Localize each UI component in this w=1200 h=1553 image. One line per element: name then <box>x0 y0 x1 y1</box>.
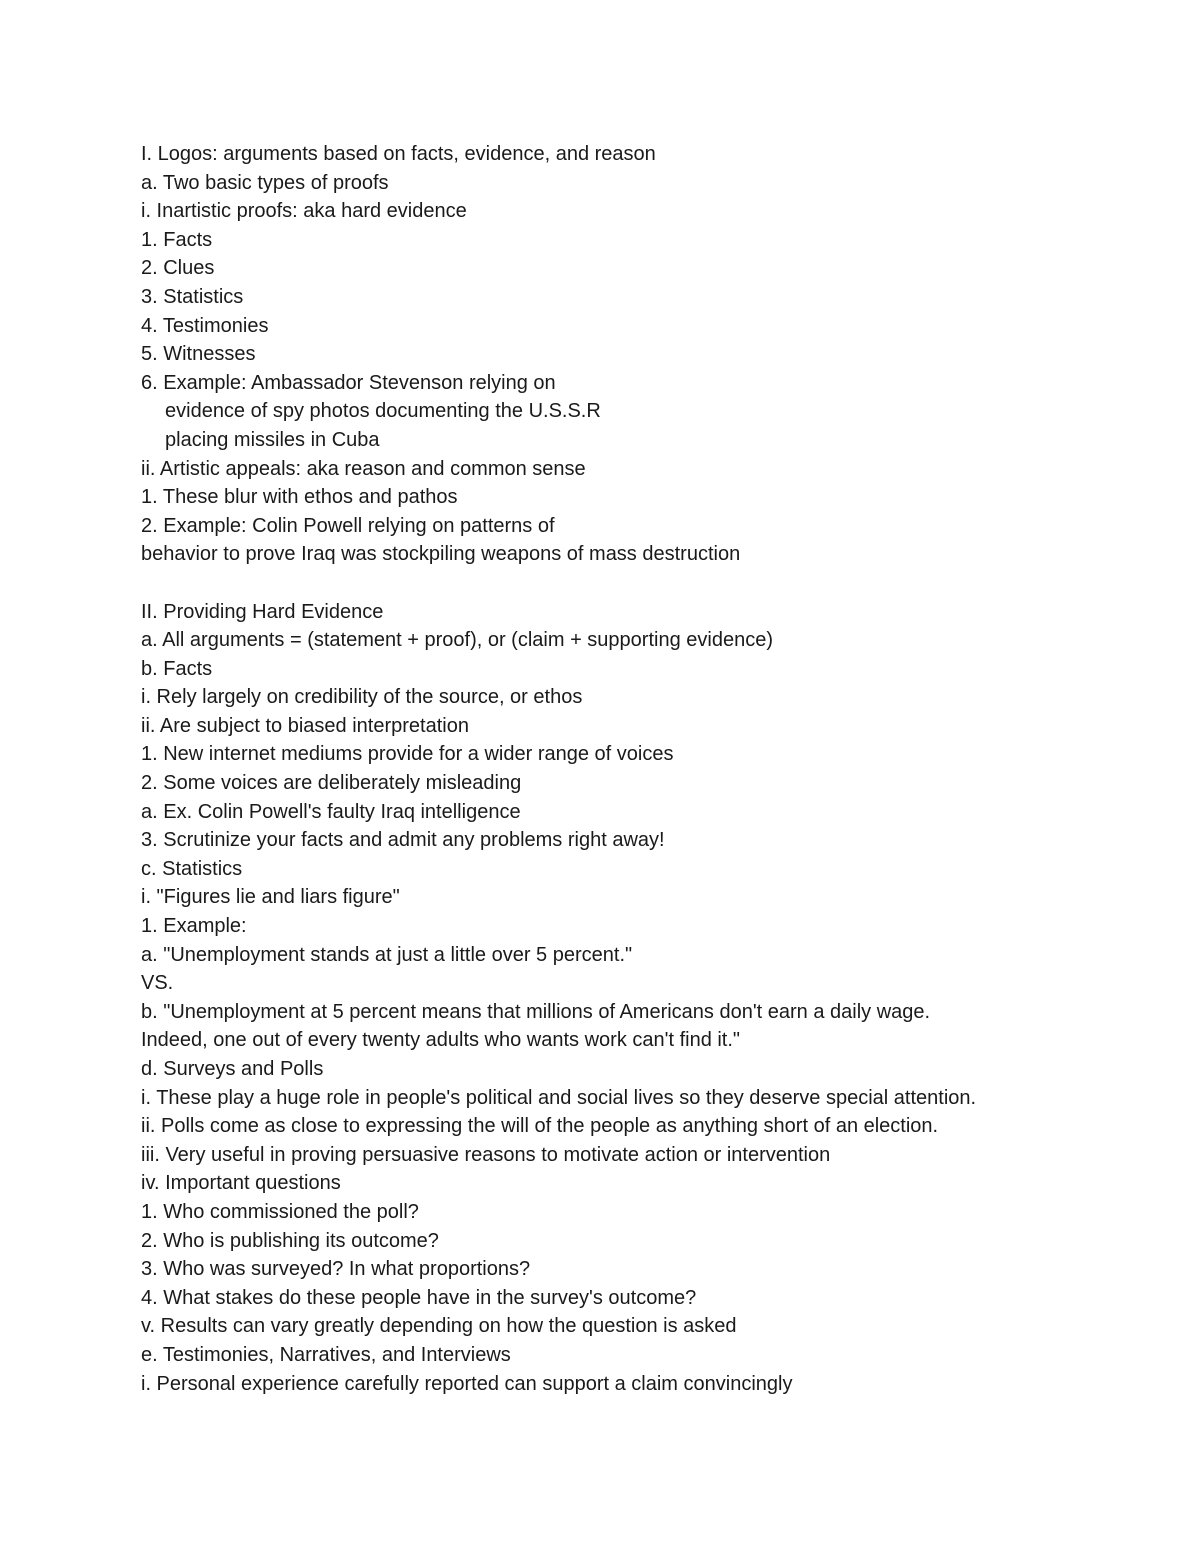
outline-line: a. Ex. Colin Powell's faulty Iraq intelligence <box>141 800 521 823</box>
outline-line: ii. Are subject to biased interpretation <box>141 714 469 737</box>
outline-line: 4. What stakes do these people have in the survey's outcome? <box>141 1286 697 1309</box>
outline-line: ii. Artistic appeals: aka reason and common sense <box>141 457 586 480</box>
outline-line: 2. Some voices are deliberately misleading <box>141 772 522 795</box>
outline-line: 2. Clues <box>141 257 215 280</box>
outline-line: VS. <box>141 972 174 995</box>
outline-line: i. Rely largely on credibility of the source, or ethos <box>141 686 583 709</box>
outline-line: a. Two basic types of proofs <box>141 171 389 194</box>
outline-line: 3. Scrutinize your facts and admit any problems right away! <box>141 829 665 852</box>
outline-line: i. These play a huge role in people's political and social lives so they deserve special attention. <box>141 1086 977 1109</box>
outline-line: i. Personal experience carefully reported can support a claim convincingly <box>141 1372 793 1395</box>
outline-line: 1. These blur with ethos and pathos <box>141 486 458 509</box>
blank-line <box>141 569 1101 598</box>
outline-line: 4. Testimonies <box>141 314 269 337</box>
outline-line: c. Statistics <box>141 857 243 880</box>
outline-line: iv. Important questions <box>141 1172 341 1195</box>
outline-line: b. Facts <box>141 657 213 680</box>
section-heading: I. Logos: arguments based on facts, evidence, and reason <box>141 143 656 165</box>
outline-line: a. All arguments = (statement + proof), or (claim + supporting evidence) <box>141 629 773 652</box>
outline-line: i. "Figures lie and liars figure" <box>141 886 400 909</box>
outline-line: iii. Very useful in proving persuasive reasons to motivate action or intervention <box>141 1143 831 1166</box>
outline-line: behavior to prove Iraq was stockpiling weapons of mass destruction <box>141 543 741 566</box>
outline-line: 1. Facts <box>141 228 213 251</box>
outline-line: 3. Statistics <box>141 285 244 308</box>
outline-line-continuation: evidence of spy photos documenting the U.S.S.R <box>165 400 601 423</box>
outline-line: a. "Unemployment stands at just a little over 5 percent." <box>141 943 633 966</box>
outline-line: 1. Example: <box>141 915 247 938</box>
outline-line: 1. New internet mediums provide for a wider range of voices <box>141 743 674 766</box>
outline-line: 2. Who is publishing its outcome? <box>141 1229 439 1252</box>
outline-line: i. Inartistic proofs: aka hard evidence <box>141 200 467 223</box>
document-body <box>141 140 1101 1398</box>
outline-line: ii. Polls come as close to expressing the will of the people as anything short of an election. <box>141 1115 939 1138</box>
section-heading: II. Providing Hard Evidence <box>141 600 384 623</box>
outline-line: 5. Witnesses <box>141 343 256 366</box>
outline-line: Indeed, one out of every twenty adults who wants work can't find it." <box>141 1029 741 1052</box>
outline-line: d. Surveys and Polls <box>141 1058 324 1080</box>
outline-line: 1. Who commissioned the poll? <box>141 1200 419 1223</box>
outline-line: v. Results can vary greatly depending on how the question is asked <box>141 1315 737 1338</box>
outline-line: e. Testimonies, Narratives, and Interviews <box>141 1343 511 1366</box>
outline-line-continuation: placing missiles in Cuba <box>165 428 380 451</box>
outline-line: 2. Example: Colin Powell relying on patterns of <box>141 514 555 537</box>
outline-line: 3. Who was surveyed? In what proportions? <box>141 1258 531 1281</box>
outline-line: 6. Example: Ambassador Stevenson relying on <box>141 371 556 394</box>
outline-line: b. "Unemployment at 5 percent means that millions of Americans don't earn a daily wage. <box>141 1000 931 1023</box>
